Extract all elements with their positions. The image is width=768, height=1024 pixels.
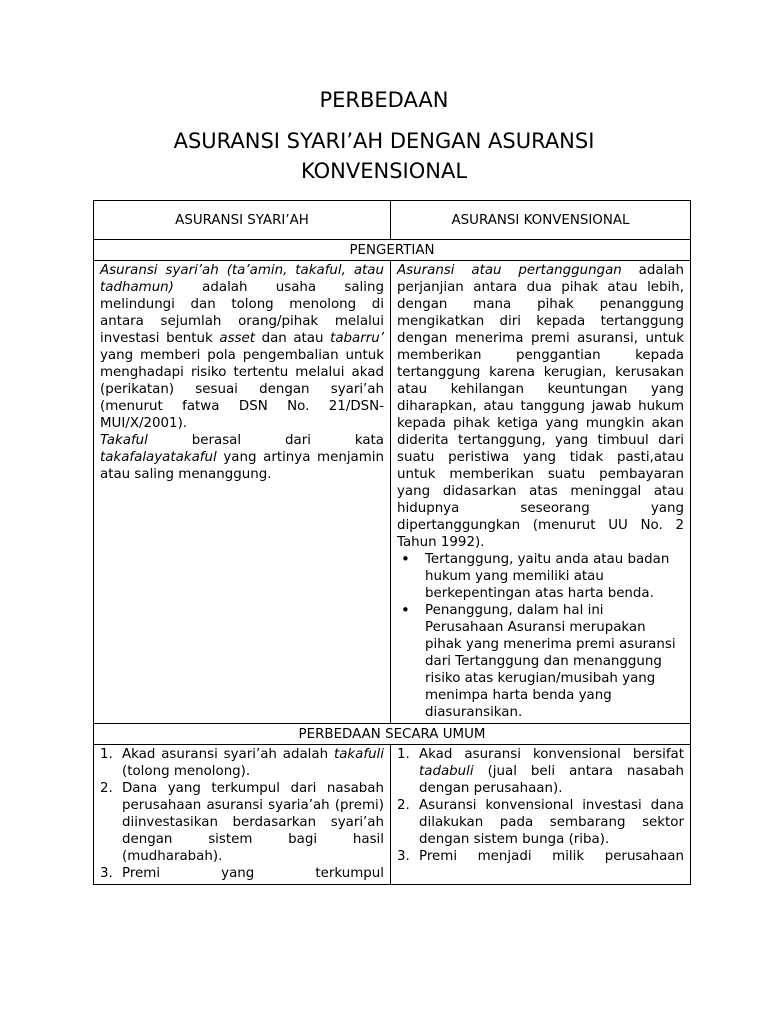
section-row-perbedaan xyxy=(94,724,691,745)
item-number: 3. xyxy=(100,866,113,881)
column-header-syariah: ASURANSI SYARI’AH xyxy=(94,201,391,240)
takaful-text-1: berasal dari kata xyxy=(147,433,384,448)
section-heading-pengertian: PENGERTIAN xyxy=(94,240,691,261)
item-number: 1. xyxy=(100,747,113,762)
comparison-table xyxy=(93,200,691,885)
syariah-definition-text-1: adalah usaha saling melindungi dan tolong menolong di antara sejumlah orang/pihak melalui investasi bentuk xyxy=(100,280,384,346)
item-number: 2. xyxy=(397,798,410,813)
document-title-line-1: PERBEDAAN xyxy=(319,88,449,112)
definition-row xyxy=(94,261,691,724)
item-number: 2. xyxy=(100,781,113,796)
syariah-definition-paragraph xyxy=(100,262,384,432)
document-title-line-3: KONVENSIONAL xyxy=(300,159,468,183)
item-text: Premi yang terkumpul xyxy=(122,866,384,881)
konvensional-differences-cell xyxy=(391,745,691,885)
syariah-definition-cell xyxy=(94,261,391,724)
term-asset: asset xyxy=(219,331,256,346)
section-row-pengertian xyxy=(94,240,691,261)
item-number: 1. xyxy=(397,747,410,762)
list-item xyxy=(397,746,684,797)
list-item xyxy=(397,797,684,848)
item-text: Dana yang terkumpul dari nasabah perusahaan asuransi syaria’ah (premi) diinvestasikan berdasarkan syari’ah dengan sistem bagi hasil (mudharabah). xyxy=(122,781,384,864)
term-takafuli: takafuli xyxy=(333,747,384,762)
list-item: • Penanggung, dalam hal ini Perusahaan Asuransi merupakan pihak yang menerima premi asuransi dari Tertanggung dan menanggung risiko atas kerugian/musibah yang menimpa harta benda yang diasuransikan. xyxy=(397,602,684,721)
list-item xyxy=(100,746,384,780)
syariah-definition-text-2: dan atau xyxy=(255,331,331,346)
term-takafalayatakaful: takafalayatakaful xyxy=(100,450,217,465)
section-heading-perbedaan: PERBEDAAN SECARA UMUM xyxy=(94,724,691,745)
differences-row xyxy=(94,745,691,885)
column-header-konvensional: ASURANSI KONVENSIONAL xyxy=(391,201,691,240)
syariah-differences-list xyxy=(100,746,384,882)
item-text: Premi menjadi milik perusahaan xyxy=(419,849,684,864)
konvensional-definition-cell xyxy=(391,261,691,724)
konvensional-definition-paragraph xyxy=(397,262,684,551)
item-text: Akad asuransi konvensional bersifat xyxy=(419,747,684,762)
list-item xyxy=(100,780,384,865)
takaful-text-2: yang artinya menjamin atau saling menanggung. xyxy=(100,450,384,482)
list-item: • Tertanggung, yaitu anda atau badan hukum yang memiliki atau berkepentingan atas harta benda. xyxy=(397,551,684,602)
konvensional-definition-text: adalah perjanjian antara dua pihak atau lebih, dengan mana pihak penanggung mengikatkan diri kepada tertanggung dengan menerima premi asuransi, untuk memberikan penggantian kepada tertanggung karena kerugian, kerusakan atau kehilangan keuntungan yang diharapkan, atau tanggung jawab hukum kepada pihak ketiga yang mungkin akan diderita tertanggung, yang timbuul dari suatu peristiwa yang tidak pasti,atau untuk memberikan suatu pembayaran yang didasarkan atas meninggal atau hidupnya seseorang yang dipertanggungkan (menurut UU No. 2 Tahun 1992). xyxy=(397,263,684,550)
item-text: Asuransi konvensional investasi dana dilakukan pada sembarang sektor dengan sistem bunga (riba). xyxy=(419,798,684,847)
item-text: Akad asuransi syari’ah adalah xyxy=(122,747,334,762)
konvensional-term: Asuransi atau pertanggungan xyxy=(397,263,622,278)
item-text: (tolong menolong). xyxy=(122,764,251,779)
term-tabarru: tabarru’ xyxy=(330,331,384,346)
list-item xyxy=(100,865,384,882)
konvensional-differences-list xyxy=(397,746,684,865)
list-item xyxy=(397,848,684,865)
item-number: 3. xyxy=(397,849,410,864)
syariah-definition-text-3: yang memberi pola pengembalian untuk menghadapi risiko tertentu melalui akad (perikatan) sesuai dengan syari’ah (menurut fatwa DSN No. 21/DSN-MUI/X/2001). xyxy=(100,348,384,431)
syariah-term: Asuransi syari’ah (ta’amin, takaful, atau tadhamun) xyxy=(100,263,384,295)
document-title-line-2: ASURANSI SYARI’AH DENGAN ASURANSI xyxy=(173,129,595,153)
term-tadabuli: tadabuli xyxy=(419,764,474,779)
table-header-row xyxy=(94,201,691,240)
party-bullet-list xyxy=(397,551,684,721)
takaful-paragraph xyxy=(100,432,384,483)
term-takaful: Takaful xyxy=(100,433,148,448)
item-text: (jual beli antara nasabah dengan perusahaan). xyxy=(419,764,684,796)
syariah-differences-cell xyxy=(94,745,391,885)
